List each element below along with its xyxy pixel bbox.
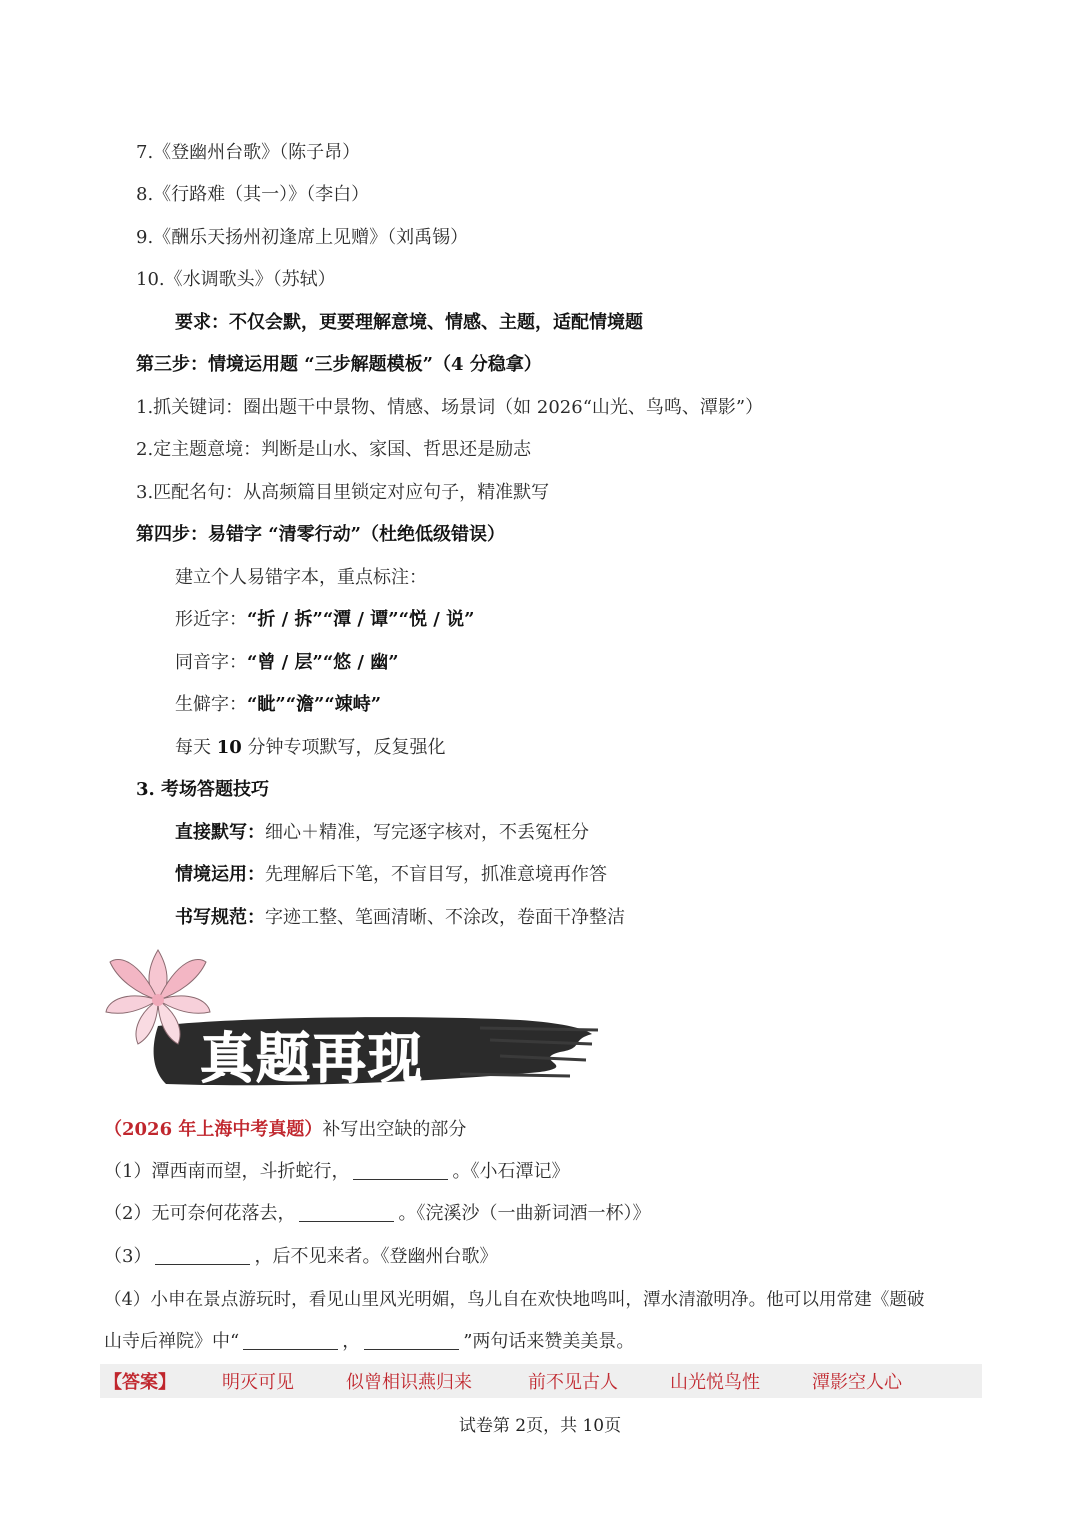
tips-title: 3. 考场答题技巧 (136, 779, 270, 800)
q4-text: 山寺后禅院》中“ (104, 1331, 240, 1352)
step4-intro: 建立个人易错字本，重点标注： (175, 567, 427, 588)
tip-direct-label: 直接默写： (175, 822, 265, 843)
exam-header (104, 1117, 466, 1143)
answer-label: 【答案】 (104, 1372, 176, 1393)
answer-item: 山光悦鸟性 (670, 1372, 760, 1393)
shengpi-label: 生僻字： (175, 694, 247, 715)
shengpi-row (175, 692, 381, 718)
question-2 (104, 1201, 650, 1227)
tip-writing-label: 书写规范： (175, 907, 265, 928)
q3-text: （3） (104, 1246, 152, 1267)
step3-item: 2.定主题意境：判断是山水、家国、哲思还是励志 (136, 439, 532, 460)
answer-item: 明灭可见 (222, 1372, 294, 1393)
q2-source: 。《浣溪沙（一曲新词酒一杯）》 (398, 1203, 651, 1224)
tongyin-label: 同音字： (175, 652, 247, 673)
answer-item: 似曾相识燕归来 (346, 1372, 472, 1393)
q1-blank (353, 1161, 448, 1180)
answer-item: 潭影空人心 (812, 1372, 902, 1393)
step3-item: 3.匹配名句：从高频篇目里锁定对应句子，精准默写 (136, 482, 550, 503)
requirement-text: 要求：不仅会默，更要理解意境、情感、主题，适配情境题 (175, 312, 643, 333)
daily-c: 分钟专项默写，反复强化 (247, 737, 446, 758)
question-4-line2 (104, 1329, 634, 1355)
poem-item: 9.《酬乐天扬州初逢席上见赠》（刘禹锡） (136, 227, 469, 248)
question-1 (104, 1159, 569, 1185)
tip-situation-label: 情境运用： (175, 864, 265, 885)
poem-item: 8.《行路难（其一）》（李白） (136, 184, 370, 205)
page-footer: 试卷第 2页，共 10页 (458, 1416, 622, 1436)
exam-source: （2026 年上海中考真题） (104, 1119, 323, 1140)
question-3 (104, 1244, 497, 1270)
shengpi-value: “眦”“澹”“竦峙” (247, 694, 382, 715)
poem-item: 10.《水调歌头》（苏轼） (136, 269, 336, 290)
poem-item: 7.《登幽州台歌》（陈子昂） (136, 142, 361, 163)
banner-title: 真题再现 (200, 1027, 424, 1090)
exam-instruction: 补写出空缺的部分 (322, 1119, 467, 1140)
tip-situation-value: 先理解后下笔，不盲目写，抓准意境再作答 (265, 864, 607, 885)
daily-a: 每天 (175, 737, 211, 758)
q1-text: （1）潭西南而望，斗折蛇行， (104, 1161, 350, 1182)
daily-b: 10 (216, 737, 242, 758)
q4-comma: ， (342, 1331, 361, 1352)
q3-source: ，后不见来者。《登幽州台歌》 (254, 1246, 498, 1267)
tip-direct-value: 细心＋精准，写完逐字核对，不丢冤枉分 (265, 822, 589, 843)
tip-writing (175, 905, 625, 931)
xingjin-row (175, 607, 474, 633)
q4-blank-1 (243, 1331, 338, 1350)
step4-title: 第四步：易错字 “清零行动”（杜绝低级错误） (136, 524, 505, 545)
q2-text: （2）无可奈何花落去， (104, 1203, 296, 1224)
tip-direct (175, 820, 589, 846)
step3-title: 第三步：情境运用题 “三步解题模板”（4 分稳拿） (136, 354, 542, 375)
answer-item: 前不见古人 (528, 1372, 618, 1393)
q1-source: 。《小石潭记》 (452, 1161, 570, 1182)
q2-blank (299, 1203, 394, 1222)
tip-writing-value: 字迹工整、笔画清晰、不涂改，卷面干净整洁 (265, 907, 625, 928)
q4-end: ”两句话来赞美美景。 (463, 1331, 635, 1352)
daily-practice (175, 735, 446, 761)
tongyin-row (175, 650, 399, 676)
xingjin-value: “折 / 拆”“潭 / 谭”“悦 / 说” (247, 609, 475, 630)
q3-blank (155, 1246, 250, 1265)
q4-blank-2 (364, 1331, 459, 1350)
question-4-line1: （4）小申在景点游玩时，看见山里风光明媚，鸟儿自在欢快地鸣叫，潭水清澈明净。他可以用常建《题破 (104, 1290, 925, 1310)
tongyin-value: “曾 / 层”“悠 / 幽” (247, 652, 399, 673)
tip-situation (175, 862, 607, 888)
step3-item: 1.抓关键词：圈出题干中景物、情感、场景词（如 2026“山光、鸟鸣、潭影”） (136, 397, 764, 418)
xingjin-label: 形近字： (175, 609, 247, 630)
